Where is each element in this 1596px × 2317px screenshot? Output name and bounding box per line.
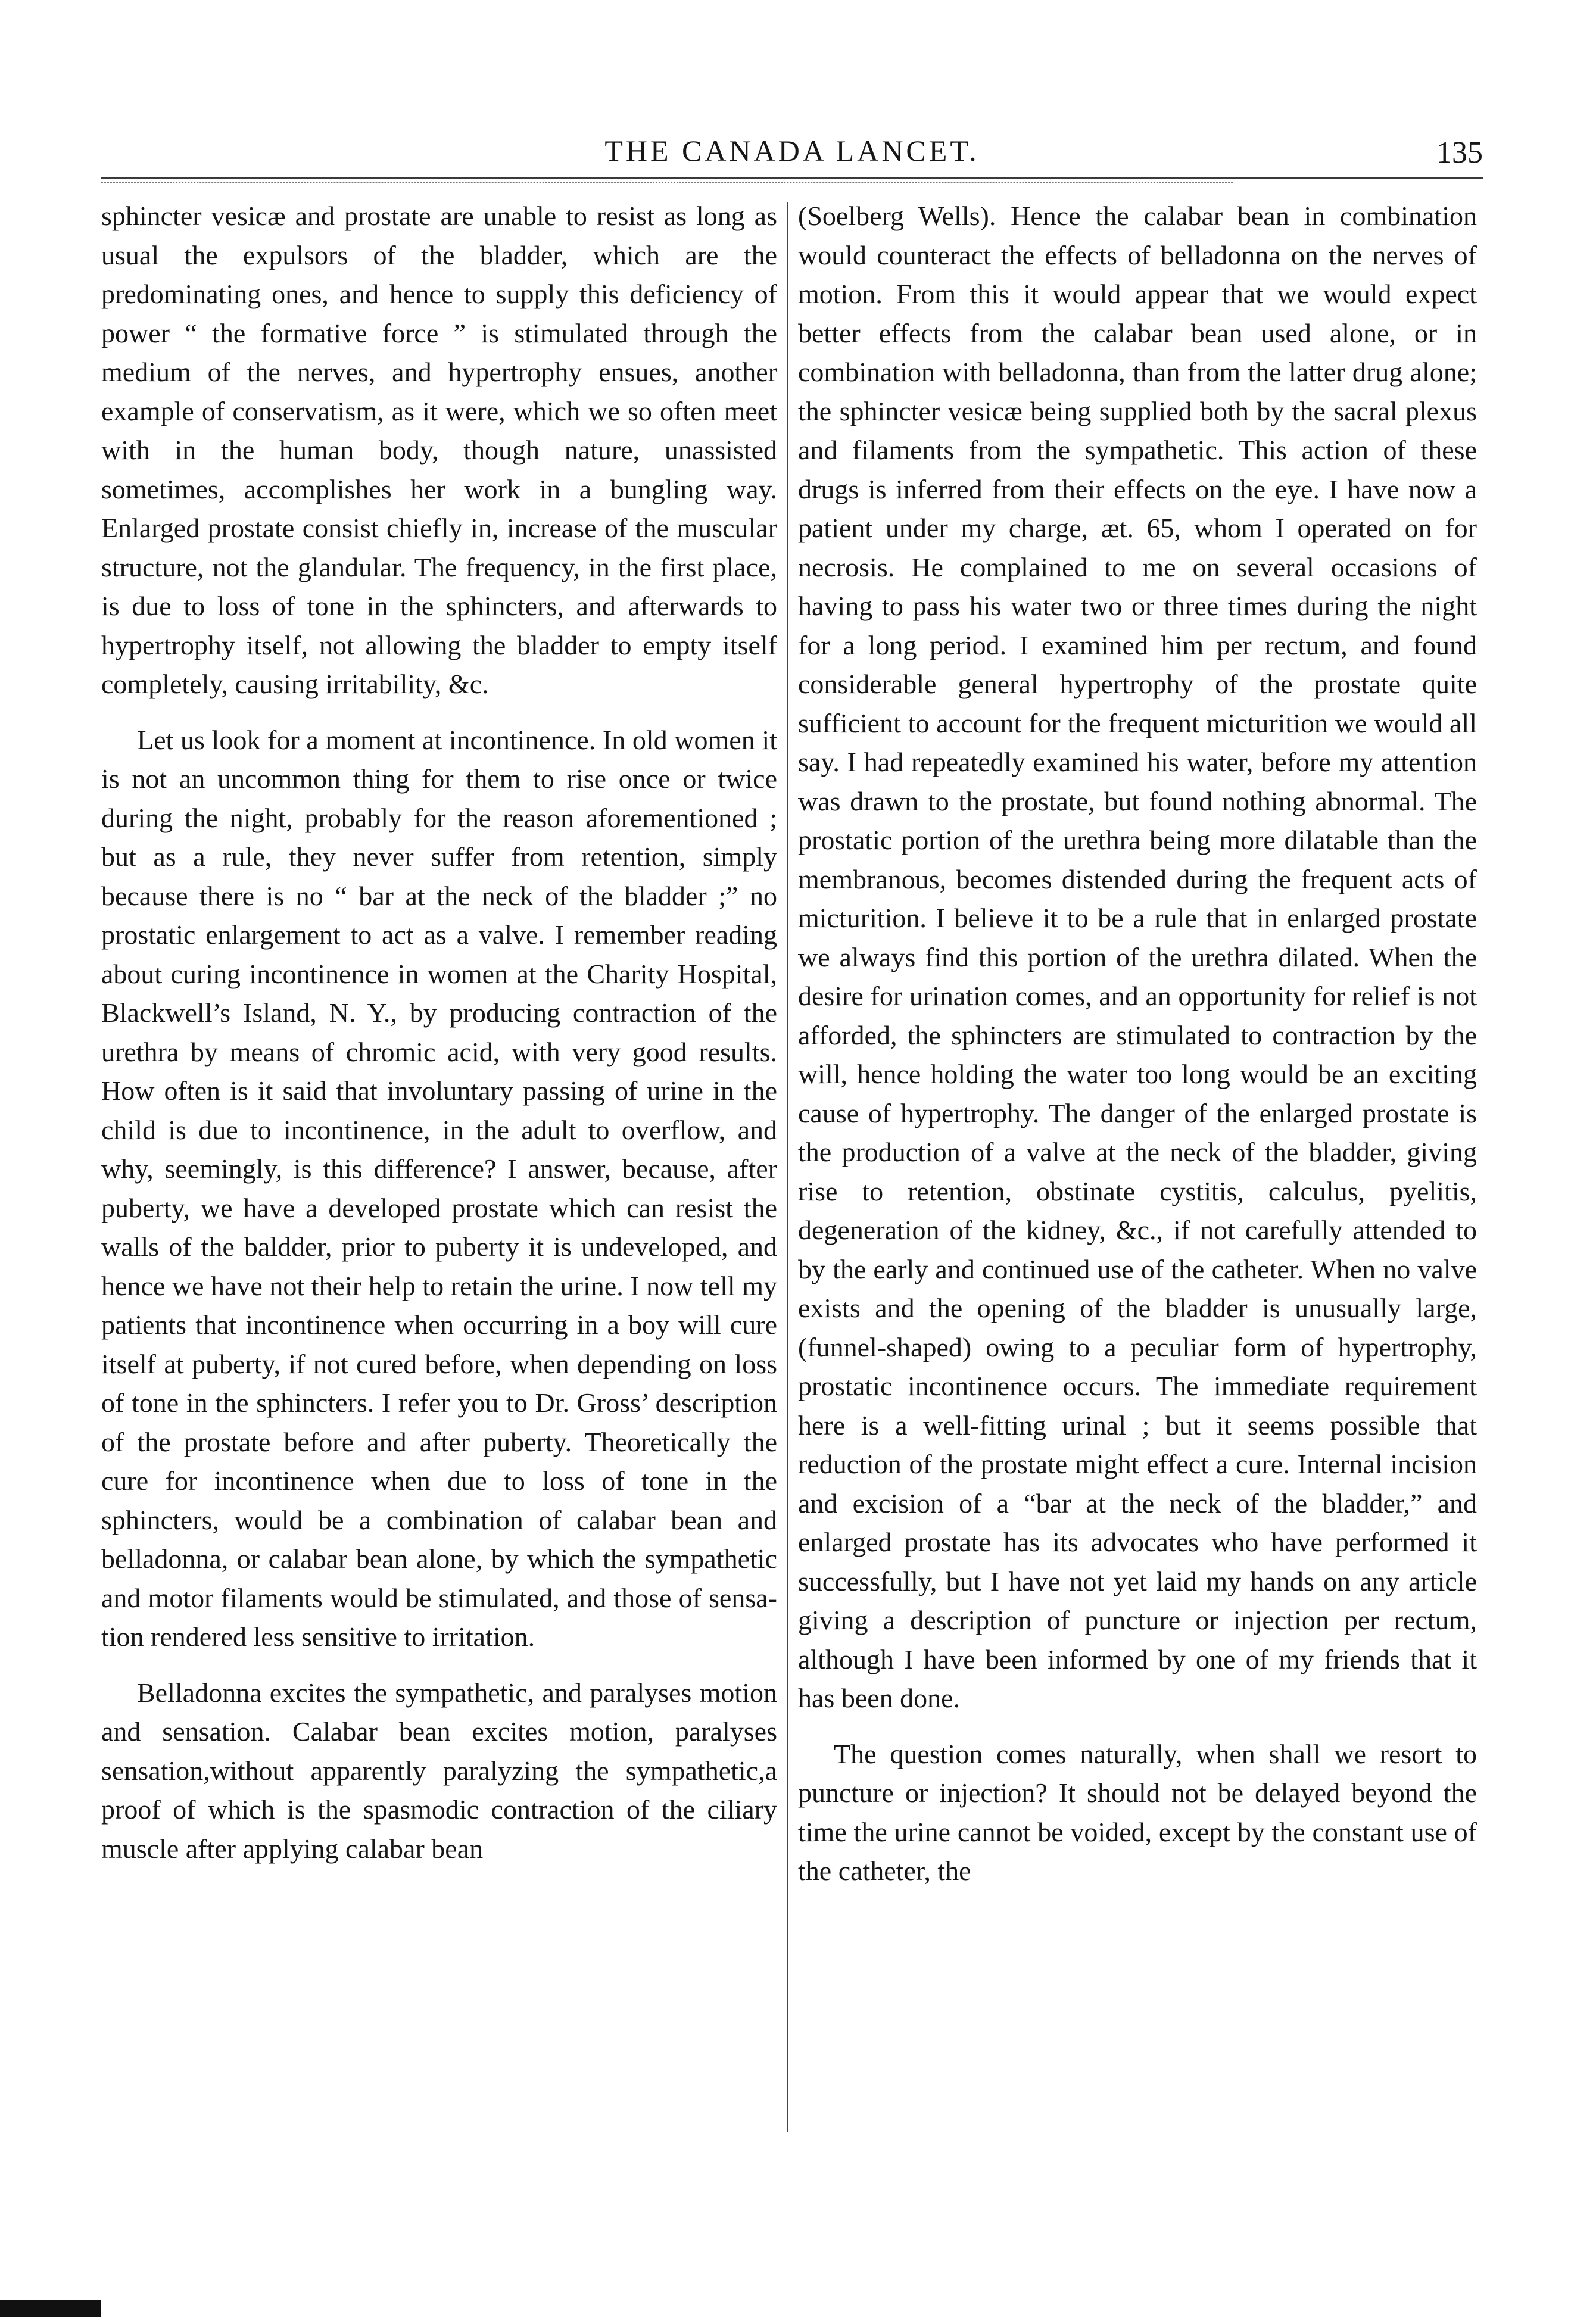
header-rule-faint xyxy=(101,182,1233,183)
right-column xyxy=(798,197,1477,1907)
right-paragraph-1: (Soelberg Wells). Hence the calabar bean in combination would counteract the effects of belladonna on the nerves of motion. From this it would appear that we would expect better effects from the calabar bean used alone, or in combination with belladonna, than from the latter drug alone; the sphincter vesicæ being supplied both by the sacral plexus and filaments from the sympathetic. This action of these drugs is inferred from their effects on the eye. I have now a patient under my charge, æt. 65, whom I operated on for necrosis. He complained to me on several occasions of having to pass his water two or three times during the night for a long period. I examined him per rectum, and found considerable general hypertrophy of the prostate quite sufficient to account for the frequent micturition we would all say. I had repeatedly examined his water, before my attention was drawn to the prostate, but found nothing abnormal. The prostatic portion of the urethra being more dilatable than the membranous, becomes distended during the frequent acts of micturition. I believe it to be a rule that in enlarged prostate we always find this portion of the urethra dilated. When the desire for urination comes, and an opportunity for relief is not afforded, the sphincters are stimulated to contraction by the will, hence holding the water too long would be an exciting cause of hypertrophy. The danger of the enlarged prostate is the production of a valve at the neck of the bladder, giving rise to retention, obstinate cystitis, calculus, pyelitis, degeneration of the kidney, &c., if not carefully attended to by the early and continued use of the catheter. When no valve exists and the opening of the bladder is unusually large, (funnel-shaped) owing to a peculiar form of hypertrophy, prostatic incontinence occurs. The immediate requirement here is a well-fitting urinal ; but it seems possible that reduction of the prostate might effect a cure. Internal incision and excision of a “bar at the neck of the bladder,” and enlarged prostate has its advocates who have performed it successfully, but I have not yet laid my hands on any article giving a description of puncture or injection per rectum, although I have been informed by one of my friends that it has been done. xyxy=(798,201,1477,1713)
left-paragraph-3: Belladonna excites the sympathetic, and paralyses motion and sensation. Calabar bean excites motion, paralyses sensation,without apparently paralyzing the sympathetic,a proof of which is the spasmodic contraction of the ciliary muscle after applying calabar bean xyxy=(101,1677,777,1864)
scan-edge-mark xyxy=(0,2300,101,2317)
journal-title: THE CANADA LANCET. xyxy=(604,134,980,167)
page-number: 135 xyxy=(1436,136,1483,170)
right-paragraph-2: The question comes naturally, when shall we resort to puncture or injection? It should not be delayed beyond the time the urine cannot be voided, except by the constant use of the catheter, the xyxy=(798,1738,1477,1886)
page-header xyxy=(101,130,1483,177)
left-paragraph-2: Let us look for a moment at incontinence. In old women it is not an uncommon thing for them to rise once or twice during the night, probably for the reason aforementioned ; but as a rule, they never suffer from retention, simply because there is no “ bar at the neck of the bladder ;” no prostatic enlargement to act as a valve. I remember reading about curing incontinence in women at the Charity Hospital, Blackwell’s Island, N. Y., by producing contraction of the urethra by means of chromic acid, with very good results. How often is it said that involuntary passing of urine in the child is due to incontinence, in the adult to overflow, and why, seemingly, is this difference? I answer, because, after puberty, we have a developed prostate which can resist the walls of the baldder, prior to puberty it is undeveloped, and hence we have not their help to retain the urine. I now tell my patients that incontinence when occurring in a boy will cure itself at puberty, if not cured before, when depending on loss of tone in the sphincters. I refer you to Dr. Gross’ description of the prostate before and after puberty. Theoretically the cure for incontinence when due to loss of tone in the sphincters, would be a combination of calabar bean and belladonna, or calabar bean alone, by which the sympathetic and motor filaments would be stimulated, and those of sensation rendered less sensitive to irritation. xyxy=(101,724,777,1652)
column-divider xyxy=(787,202,788,2132)
left-column xyxy=(101,197,777,1885)
header-rule xyxy=(101,177,1483,179)
left-paragraph-1: sphincter vesicæ and prostate are unable to resist as long as usual the expulsors of the bladder, which are the predominating ones, and hence to supply this deficiency of power “ the formative force ” is stimulated through the medium of the nerves, and hypertrophy ensues, another example of conservatism, as it were, which we so often meet with in the human body, though nature, unassisted sometimes, accomplishes her work in a bungling way. Enlarged prostate consist chiefly in, increase of the muscular structure, not the glandular. The frequency, in the first place, is due to loss of tone in the sphincters, and afterwards to hypertrophy itself, not allowing the bladder to empty itself completely, causing irritability, &c. xyxy=(101,201,777,699)
